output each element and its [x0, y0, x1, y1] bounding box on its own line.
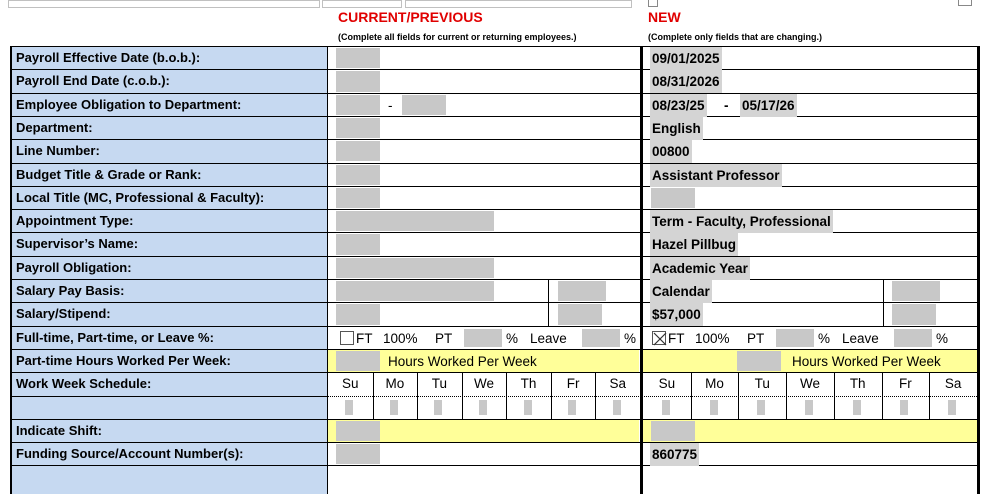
new-value[interactable]: Academic Year: [650, 257, 750, 280]
current-day-field-su[interactable]: [345, 400, 353, 415]
new-pay-basis-extra[interactable]: [892, 281, 940, 301]
current-ft-checkbox[interactable]: [340, 331, 354, 345]
current-ft-value: 100%: [383, 330, 418, 346]
field-label: Department:: [16, 119, 93, 135]
row-divider: [11, 465, 977, 466]
current-field[interactable]: [336, 165, 380, 185]
field-label: Local Title (MC, Professional & Faculty):: [16, 189, 265, 205]
current-day-field-mo[interactable]: [390, 400, 398, 415]
current-day-field-th[interactable]: [524, 400, 532, 415]
field-label: Employee Obligation to Department:: [16, 96, 242, 112]
field-label: Part-time Hours Worked Per Week:: [16, 352, 231, 368]
row-divider: [11, 326, 977, 327]
current-pay-basis[interactable]: [336, 281, 494, 301]
current-day-sa: Sa: [609, 376, 626, 392]
current-day-mo: Mo: [385, 376, 405, 392]
new-value[interactable]: 860775: [650, 443, 699, 466]
current-leave-pct: %: [624, 330, 637, 346]
current-field[interactable]: [336, 188, 380, 208]
new-day-field-fr[interactable]: [900, 400, 908, 415]
new-day-sa: Sa: [944, 376, 962, 392]
pay-basis-divider: [548, 279, 549, 326]
new-day-fr: Fr: [899, 376, 912, 392]
new-hours-field[interactable]: [737, 351, 781, 371]
field-label: Appointment Type:: [16, 213, 134, 229]
obligation-dash: -: [388, 97, 393, 113]
table-border-right: [977, 46, 980, 494]
current-field[interactable]: [336, 71, 380, 91]
current-day-field-we[interactable]: [479, 400, 487, 415]
current-salary[interactable]: [336, 304, 380, 324]
new-value[interactable]: Term - Faculty, Professional: [650, 210, 833, 233]
field-label: Payroll End Date (c.o.b.):: [16, 73, 170, 89]
row-divider: [11, 69, 977, 70]
current-pt-label: PT: [435, 330, 453, 346]
new-leave-label: Leave: [842, 330, 879, 346]
field-label: [11, 396, 327, 419]
current-leave-label: Leave: [530, 330, 567, 346]
current-previous-subtitle: (Complete all fields for current or returning employees.): [338, 32, 577, 42]
row-divider: [11, 256, 977, 257]
new-pt-field[interactable]: [776, 329, 814, 347]
current-day-tu: Tu: [431, 376, 448, 392]
new-title: NEW: [648, 9, 681, 25]
current-obligation-start[interactable]: [336, 95, 380, 115]
new-day-mo: Mo: [705, 376, 724, 392]
new-obligation-end[interactable]: 05/17/26: [740, 94, 797, 117]
new-day-su: Su: [658, 376, 676, 392]
current-day-we: We: [473, 376, 494, 392]
new-day-field-sa[interactable]: [948, 400, 956, 415]
new-day-field-tu[interactable]: [757, 400, 765, 415]
new-day-field-su[interactable]: [662, 400, 670, 415]
new-value[interactable]: 09/01/2025: [650, 47, 722, 70]
current-field[interactable]: [336, 48, 380, 68]
current-day-su: Su: [342, 376, 359, 392]
current-field[interactable]: [336, 141, 380, 161]
row-divider: [11, 302, 977, 303]
field-label: Indicate Shift:: [16, 422, 102, 438]
new-salary-extra[interactable]: [892, 304, 936, 324]
row-divider: [11, 116, 977, 117]
current-hours-label: Hours Worked Per Week: [388, 353, 537, 369]
field-label: Funding Source/Account Number(s):: [16, 446, 244, 462]
new-leave-field[interactable]: [894, 329, 932, 347]
field-label: Salary Pay Basis:: [16, 283, 125, 298]
current-ft-label: FT: [356, 330, 373, 346]
new-value[interactable]: English: [650, 117, 703, 140]
current-shift-field[interactable]: [336, 421, 380, 441]
current-previous-title: CURRENT/PREVIOUS: [338, 9, 483, 25]
field-label: Payroll Obligation:: [16, 259, 132, 275]
field-label: Payroll Effective Date (b.o.b.):: [16, 50, 201, 65]
new-pay-basis-divider: [883, 279, 884, 326]
new-value[interactable]: Calendar: [650, 280, 712, 303]
new-day-field-th[interactable]: [853, 400, 861, 415]
new-ft-checkbox[interactable]: [652, 331, 666, 345]
current-day-field-sa[interactable]: [613, 400, 621, 415]
field-label: Work Week Schedule:: [16, 376, 152, 392]
row-divider: [11, 139, 977, 140]
current-pay-basis-extra[interactable]: [558, 281, 606, 301]
current-field-wide[interactable]: [336, 211, 494, 231]
current-day-fr: Fr: [566, 376, 580, 392]
new-value[interactable]: Hazel Pillbug: [650, 233, 738, 256]
new-day-tu: Tu: [754, 376, 770, 392]
current-field[interactable]: [336, 234, 380, 254]
row-divider: [11, 442, 977, 443]
current-field[interactable]: [336, 118, 380, 138]
current-hours-field[interactable]: [336, 351, 380, 371]
current-pt-field[interactable]: [464, 329, 502, 347]
current-salary-extra[interactable]: [558, 304, 602, 324]
new-value[interactable]: Assistant Professor: [650, 164, 782, 187]
row-divider: [11, 93, 977, 94]
new-day-th: Th: [849, 376, 866, 392]
current-pt-pct: %: [506, 330, 519, 346]
new-shift-field[interactable]: [651, 421, 695, 441]
current-day-field-fr[interactable]: [568, 400, 576, 415]
current-day-th: Th: [520, 376, 537, 392]
current-obligation-end[interactable]: [402, 95, 446, 115]
row-divider: [11, 186, 977, 187]
new-value[interactable]: $57,000: [650, 303, 703, 326]
new-value[interactable]: 08/23/25: [650, 94, 707, 117]
new-day-field-mo[interactable]: [710, 400, 718, 415]
field-label: Budget Title & Grade or Rank:: [16, 166, 202, 182]
new-obligation-dash: -: [724, 97, 729, 113]
current-leave-field[interactable]: [582, 329, 620, 347]
new-pt-label: PT: [747, 330, 765, 346]
current-field-wide[interactable]: [336, 258, 494, 278]
new-hours-label: Hours Worked Per Week: [792, 353, 941, 369]
row-divider: [11, 279, 977, 280]
new-local-title[interactable]: [651, 188, 695, 208]
new-pt-pct: %: [818, 330, 831, 346]
table-border-left: [10, 46, 12, 494]
row-divider: [11, 396, 327, 397]
new-day-field-we[interactable]: [805, 400, 813, 415]
row-divider: [11, 163, 977, 164]
field-label: Salary/Stipend:: [16, 306, 111, 322]
field-label: Full-time, Part-time, or Leave %:: [16, 329, 214, 345]
field-label: Supervisor’s Name:: [16, 236, 139, 252]
new-day-we: We: [799, 376, 820, 392]
new-subtitle: (Complete only fields that are changing.): [648, 32, 823, 42]
field-label: Line Number:: [16, 143, 100, 159]
new-value[interactable]: 08/31/2026: [650, 70, 722, 93]
new-leave-pct: %: [936, 330, 949, 346]
row-divider: [11, 46, 977, 47]
new-ft-value: 100%: [695, 330, 730, 346]
new-ft-label: FT: [668, 330, 685, 346]
current-day-field-tu[interactable]: [434, 400, 442, 415]
current-funding[interactable]: [336, 444, 380, 464]
new-value[interactable]: 00800: [650, 140, 692, 163]
